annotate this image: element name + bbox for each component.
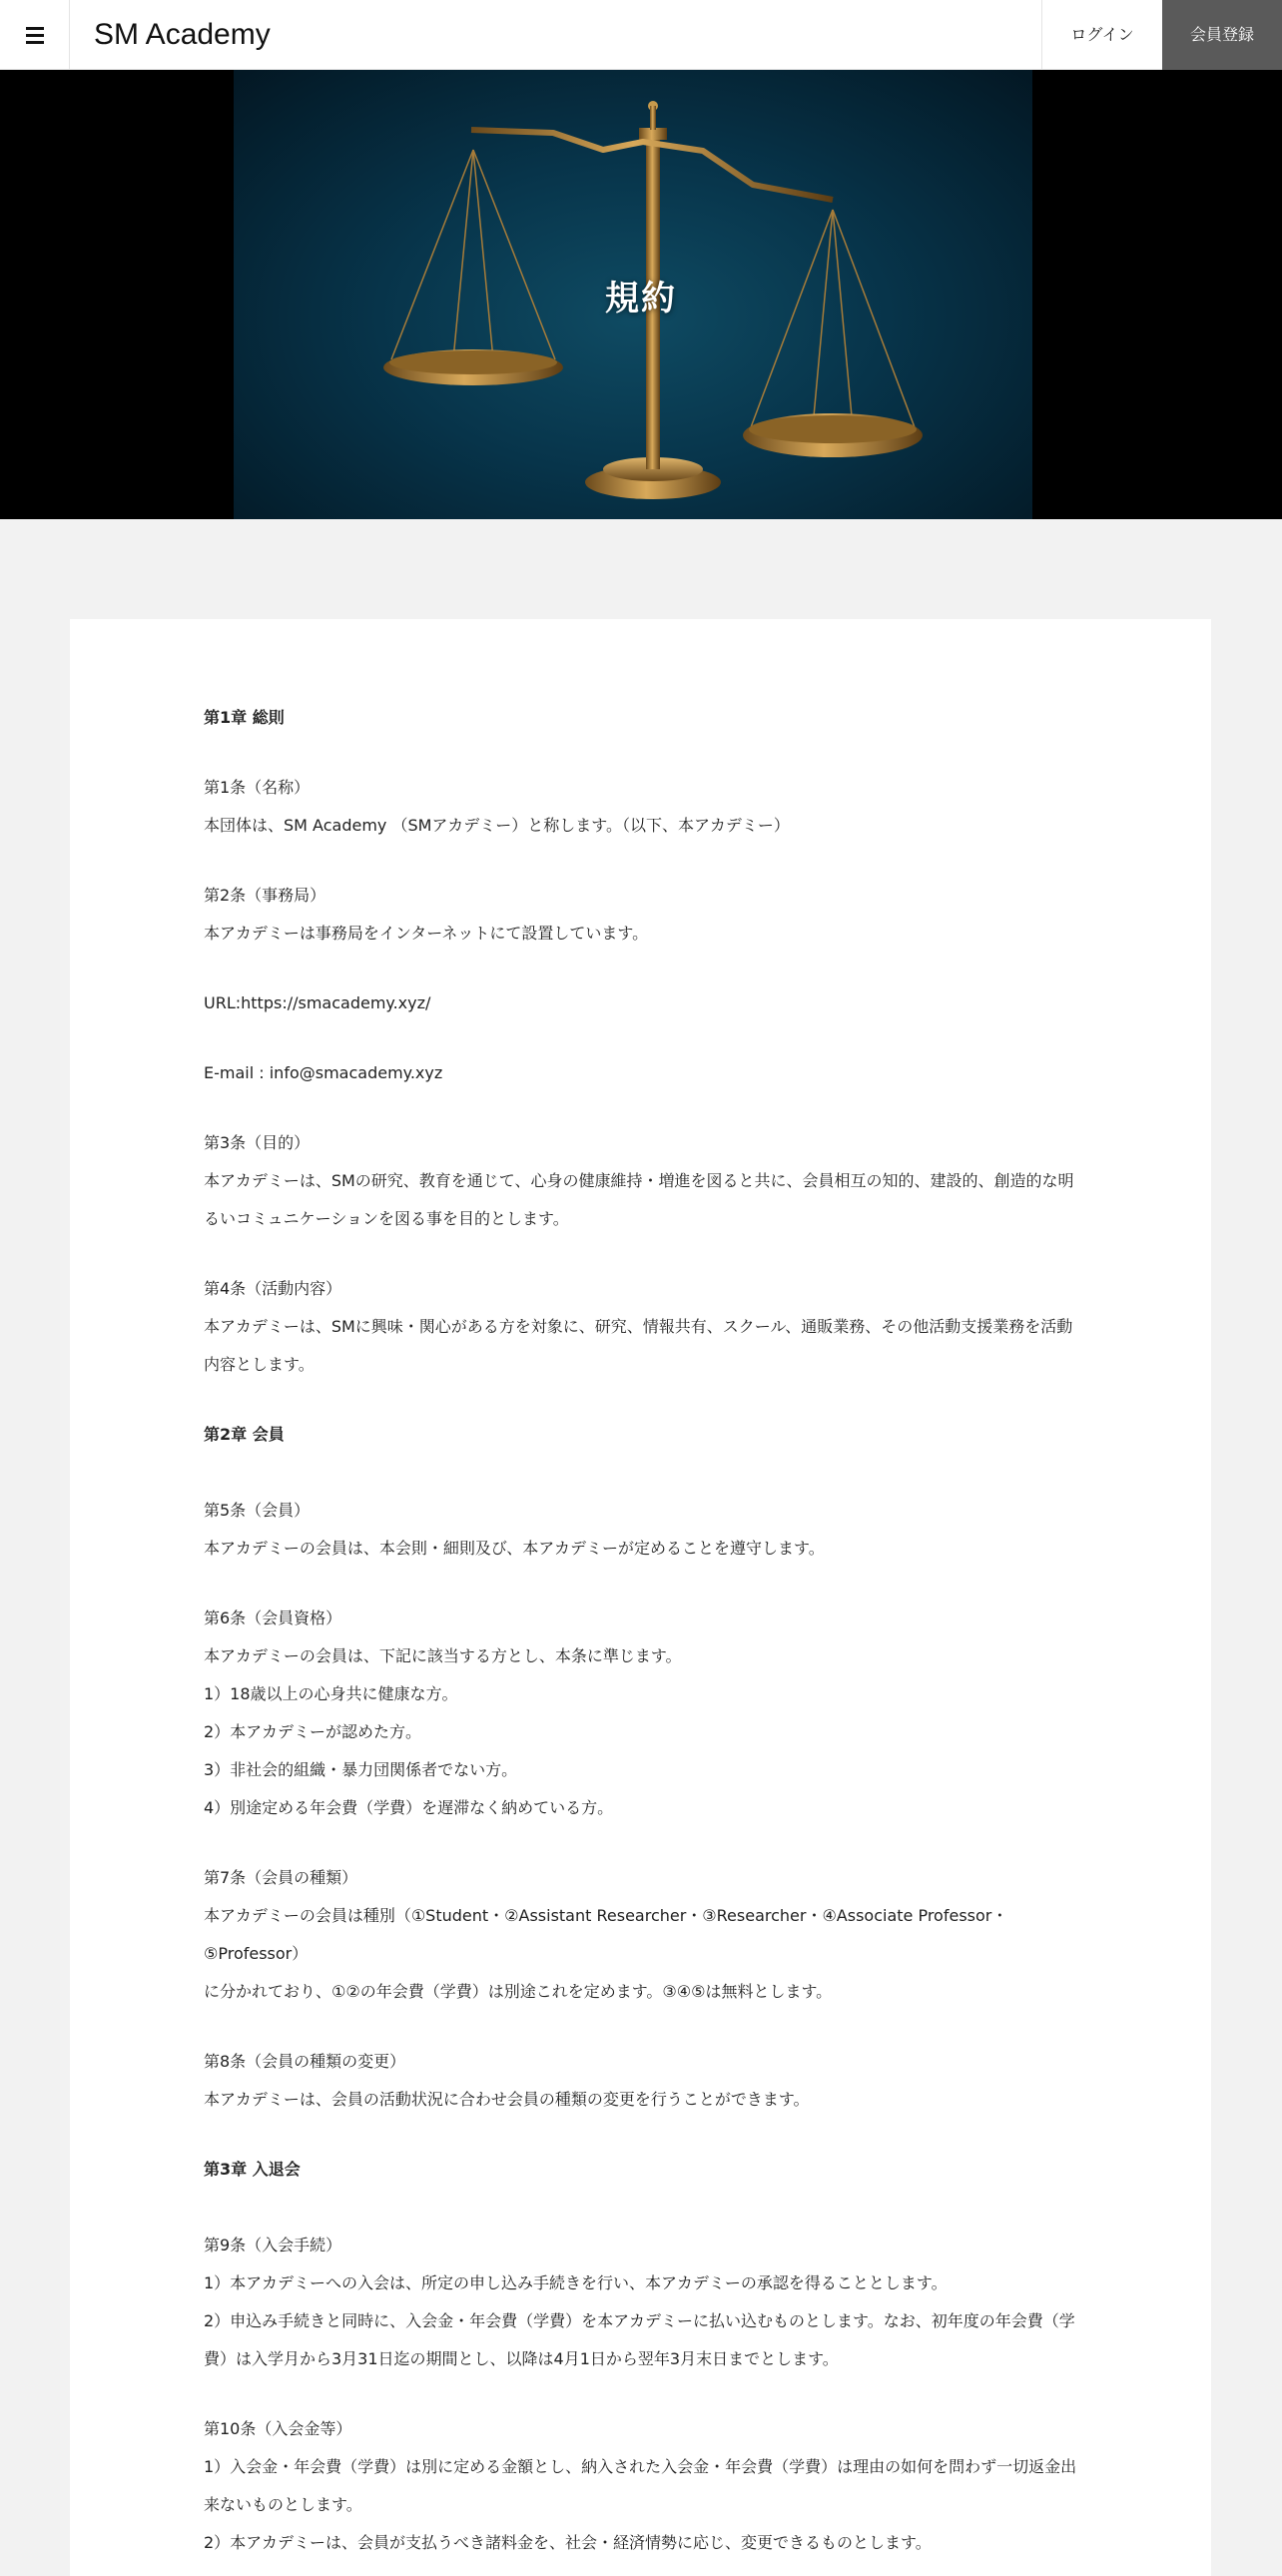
- article-title: 第6条（会員資格）: [204, 1609, 342, 1627]
- article-body: 本アカデミーの会員は種別（①Student・②Assistant Researcher・③Researcher・④Associate Professor・⑤Professor）: [204, 1906, 1008, 1963]
- chapter-heading: 第2章 会員: [204, 1425, 285, 1444]
- list-item: 2）本アカデミーは、会員が支払うべき諸料金を、社会・経済情勢に応じ、変更できるものとします。: [204, 2533, 932, 2552]
- page-title: 規約: [605, 278, 677, 319]
- article-body: に分かれており、①②の年会費（学費）は別途これを定めます。③④⑤は無料とします。: [204, 1982, 833, 2001]
- terms-card: [70, 619, 1211, 2576]
- site-header: [0, 0, 1282, 70]
- list-item: 1）18歳以上の心身共に健康な方。: [204, 1684, 458, 1703]
- office-email: E-mail : info@smacademy.xyz: [204, 1063, 443, 1082]
- article-body: 本アカデミーは、会員の活動状況に合わせ会員の種類の変更を行うことができます。: [204, 2090, 810, 2109]
- register-button[interactable]: 会員登録: [1162, 0, 1282, 70]
- list-item: 1）本アカデミーへの入会は、所定の申し込み手続きを行い、本アカデミーの承認を得ることとします。: [204, 2273, 948, 2292]
- article-title: 第10条（入会金等）: [204, 2419, 352, 2438]
- hero-banner: [0, 70, 1282, 519]
- office-url: URL:https://smacademy.xyz/: [204, 993, 431, 1012]
- article-body: 内容とします。: [204, 1355, 315, 1374]
- chapter-heading: 第3章 入退会: [204, 2160, 301, 2179]
- article-title: 第2条（事務局）: [204, 886, 326, 905]
- article-title: 第1条（名称）: [204, 778, 311, 797]
- article-title: 第8条（会員の種類の変更）: [204, 2052, 406, 2071]
- article-title: 第3条（目的）: [204, 1133, 311, 1152]
- article-body: 本アカデミーは、SMの研究、教育を通じて、心身の健康維持・増進を図ると共に、会員相互の知的、建設的、創造的な明: [204, 1171, 1074, 1190]
- site-title[interactable]: SM Academy: [94, 18, 271, 51]
- article-body: 本アカデミーの会員は、本会則・細則及び、本アカデミーが定めることを遵守します。: [204, 1539, 825, 1558]
- hamburger-menu-icon[interactable]: [0, 0, 70, 70]
- article-title: 第9条（入会手続）: [204, 2236, 342, 2254]
- list-item: 来ないものとします。: [204, 2495, 362, 2514]
- article-body: 本団体は、SM Academy （SMアカデミー）と称します。（以下、本アカデミー）: [204, 816, 790, 835]
- article-body: るいコミュニケーションを図る事を目的とします。: [204, 1209, 569, 1228]
- list-item: 2）本アカデミーが認めた方。: [204, 1722, 422, 1741]
- list-item: 費）は入学月から3月31日迄の期間とし、以降は4月1日から翌年3月末日までとします。: [204, 2349, 839, 2368]
- login-button[interactable]: ログイン: [1041, 0, 1162, 70]
- article-body: 本アカデミーは事務局をインターネットにて設置しています。: [204, 924, 649, 943]
- list-item: 3）非社会的組織・暴力団関係者でない方。: [204, 1760, 518, 1779]
- list-item: 2）申込み手続きと同時に、入会金・年会費（学費）を本アカデミーに払い込むものとします。なお、初年度の年会費（学: [204, 2311, 1075, 2330]
- chapter-heading: 第1章 総則: [204, 708, 285, 727]
- article-body: 本アカデミーは、SMに興味・関心がある方を対象に、研究、情報共有、スクール、通販業務、その他活動支援業務を活動: [204, 1317, 1073, 1336]
- article-body: 本アカデミーの会員は、下記に該当する方とし、本条に準じます。: [204, 1646, 682, 1665]
- article-title: 第7条（会員の種類）: [204, 1868, 358, 1887]
- list-item: 4）別途定める年会費（学費）を遅滞なく納めている方。: [204, 1798, 614, 1817]
- article-title: 第5条（会員）: [204, 1501, 311, 1520]
- terms-content: [204, 699, 1082, 2562]
- list-item: 1）入会金・年会費（学費）は別に定める金額とし、納入された入会金・年会費（学費）は理由の如何を問わず一切返金出: [204, 2457, 1077, 2476]
- article-title: 第4条（活動内容）: [204, 1279, 342, 1298]
